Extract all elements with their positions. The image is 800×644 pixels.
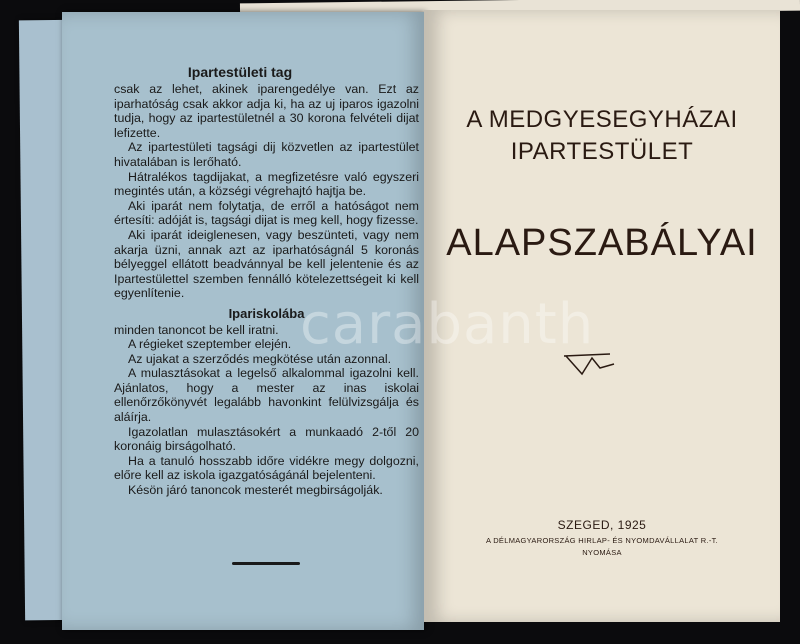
paragraph: Késön járó tanoncok mesterét megbirságolják. (128, 483, 383, 498)
body-section-1 (114, 82, 419, 301)
paragraph: minden tanoncot be kell iratni. (114, 322, 279, 337)
paragraph: csak az lehet, akinek iparengedélye van. Ezt az iparhatóság csak akkor adja ki, ha az uj iparos igazolni tudja, hogy az ipartestületnél a 30 korona felvételi dijat lefizette. (114, 82, 419, 140)
paragraph: Igazolatlan mulasztásokért a munkaadó 2-től 20 koronáig birságolható. (114, 424, 419, 454)
paragraph: Az ujakat a szerződés megkötése után azonnal. (128, 351, 392, 366)
place-year: SZEGED, 1925 (557, 518, 647, 532)
title-line-2: IPARTESTÜLET (510, 138, 694, 165)
title-block (424, 104, 780, 168)
paragraph: A régieket szeptember elején. (128, 337, 292, 352)
paragraph: Ha a tanuló hosszabb időre vidékre megy dolgozni, előre kell az iskola igazgatóságánál bejelenteni. (114, 453, 419, 483)
paragraph: Az ipartestületi tagsági dij közvetlen az ipartestület hivatalában is lerőható. (114, 140, 419, 169)
printer-line-2: NYOMÁSA (582, 548, 622, 557)
left-page-subheading: Ipariskolába (228, 305, 305, 321)
end-rule (232, 562, 300, 565)
watermark: carabanth (300, 292, 595, 357)
printer-info (424, 535, 780, 559)
left-page-heading: Ipartestületi tag (187, 64, 293, 80)
paragraph: Hátralékos tagdijakat, a megfizetésre való egyszeri megintés után, a községi végrehajtó hajtja be. (114, 169, 419, 199)
left-page-body (114, 82, 419, 498)
main-title: ALAPSZABÁLYAI (446, 222, 758, 264)
paragraph: A mulasztásokat a legelső alkalommal igazolni kell. Ajánlatos, hogy a mester az inas iskolai ellenőrzőkönyvét legalább havonkint felülvizsgálja és aláírja. (114, 366, 419, 425)
printer-line-1: A DÉLMAGYARORSZÁG HIRLAP- ÉS NYOMDAVÁLLALAT R.-T. (485, 536, 719, 545)
title-line-1: A MEDGYESEGYHÁZAI (466, 106, 738, 133)
paragraph: Aki iparát nem folytatja, de erről a hatóságot nem értesíti: adóját is, tagsági dijat is meg kell, hogy fizesse. (114, 198, 419, 228)
paragraph: Aki iparát ideiglenesen, vagy beszünteti, vagy nem akarja üzni, annak azt az iparhatóságnál 5 koronás bélyeggel ellátott beadvánnyal be kell jelentenie és az Ipartestülettel szemben fennálló kötelezettségeit ki kell egyenlítenie. (114, 227, 419, 301)
